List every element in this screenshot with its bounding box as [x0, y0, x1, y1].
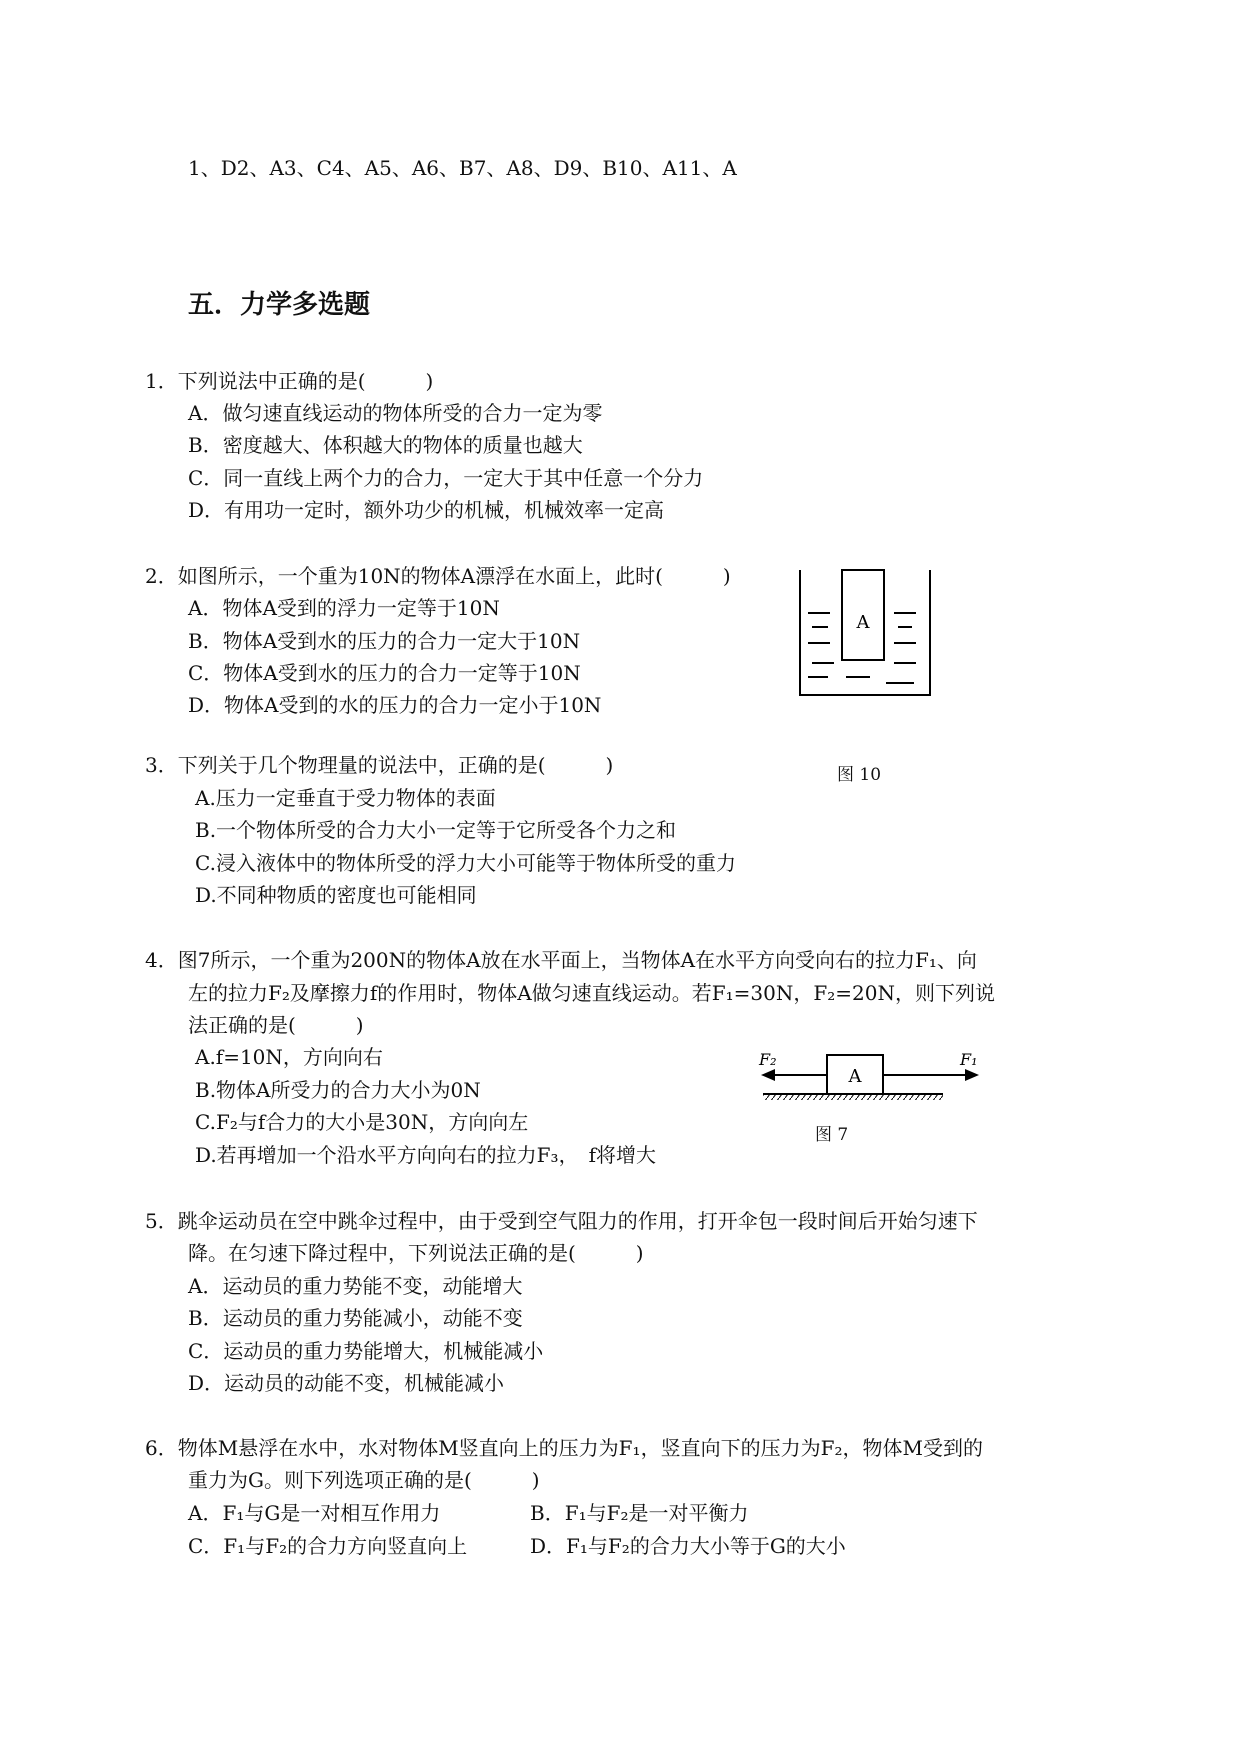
q5-option-b: B．运动员的重力势能减小，动能不变: [188, 1306, 523, 1330]
q6-stem-line-1: 6．物体M悬浮在水中，水对物体M竖直向上的压力为F₁，竖直向下的压力为F₂，物体M受到的: [145, 1436, 983, 1460]
q4-stem-line-2: 左的拉力F₂及摩擦力f的作用时，物体A做匀速直线运动。若F₁=30N，F₂=20N，则下列说: [188, 981, 995, 1005]
q1-option-c: C．同一直线上两个力的合力，一定大于其中任意一个分力: [188, 466, 704, 490]
figure-7-f1-label: F₁: [960, 1050, 978, 1069]
q1-option-b: B．密度越大、体积越大的物体的质量也越大: [188, 433, 583, 457]
q6-option-a: A．F₁与G是一对相互作用力: [188, 1501, 441, 1525]
q6-option-b: B．F₁与F₂是一对平衡力: [530, 1501, 749, 1525]
q2-option-a: A．物体A受到的浮力一定等于10N: [188, 596, 500, 620]
figure-7-f2-label: F₂: [759, 1050, 777, 1069]
q4-stem-line-3: 法正确的是( ): [188, 1013, 364, 1037]
q5-option-d: D．运动员的动能不变，机械能减小: [188, 1371, 505, 1395]
q3-option-a: A.压力一定垂直于受力物体的表面: [195, 786, 496, 810]
q1-option-a: A．做匀速直线运动的物体所受的合力一定为零: [188, 401, 603, 425]
q3-stem: 3．下列关于几个物理量的说法中，正确的是( ): [145, 753, 614, 777]
q6-option-d: D．F₁与F₂的合力大小等于G的大小: [530, 1534, 846, 1558]
q5-stem-line-2: 降。在匀速下降过程中，下列说法正确的是( ): [188, 1241, 644, 1265]
q4-option-b: B.物体A所受力的合力大小为0N: [195, 1078, 481, 1102]
q2-stem: 2．如图所示，一个重为10N的物体A漂浮在水面上，此时( ): [145, 564, 731, 588]
figure-7-caption: 图 7: [815, 1125, 849, 1145]
q5-option-a: A．运动员的重力势能不变，动能增大: [188, 1274, 523, 1298]
q4-option-a: A.f=10N，方向向右: [195, 1045, 383, 1069]
figure-7-forces: [755, 1050, 980, 1120]
q6-stem-line-2: 重力为G。则下列选项正确的是( ): [188, 1468, 540, 1492]
section-title: 五．力学多选题: [188, 290, 371, 320]
q2-option-d: D．物体A受到的水的压力的合力一定小于10N: [188, 693, 602, 717]
q4-option-d: D.若再增加一个沿水平方向向右的拉力F₃， f将增大: [195, 1143, 656, 1167]
q4-stem-line-1: 4．图7所示，一个重为200N的物体A放在水平面上，当物体A在水平方向受向右的拉力F₁、向: [145, 948, 977, 972]
q6-option-c: C．F₁与F₂的合力方向竖直向上: [188, 1534, 468, 1558]
q4-option-c: C.F₂与f合力的大小是30N，方向向左: [195, 1110, 529, 1134]
figure-7-block-label: A: [848, 1066, 862, 1087]
q1-option-d: D．有用功一定时，额外功少的机械，机械效率一定高: [188, 498, 665, 522]
answer-key: 1、D2、A3、C4、A5、A6、B7、A8、D9、B10、A11、A: [188, 156, 737, 180]
q3-option-d: D.不同种物质的密度也可能相同: [195, 883, 477, 907]
q5-stem-line-1: 5．跳伞运动员在空中跳伞过程中，由于受到空气阻力的作用，打开伞包一段时间后开始匀速下: [145, 1209, 978, 1233]
figure-10-floating-block: [790, 565, 940, 700]
figure-10-block-label: A: [856, 612, 870, 633]
q3-option-b: B.一个物体所受的合力大小一定等于它所受各个力之和: [195, 818, 677, 842]
q1-stem: 1．下列说法中正确的是( ): [145, 369, 434, 393]
q2-option-c: C．物体A受到水的压力的合力一定等于10N: [188, 661, 581, 685]
q3-option-c: C.浸入液体中的物体所受的浮力大小可能等于物体所受的重力: [195, 851, 736, 875]
q5-option-c: C．运动员的重力势能增大，机械能减小: [188, 1339, 544, 1363]
q2-option-b: B．物体A受到水的压力的合力一定大于10N: [188, 629, 581, 653]
figure-10-caption: 图 10: [837, 765, 882, 785]
